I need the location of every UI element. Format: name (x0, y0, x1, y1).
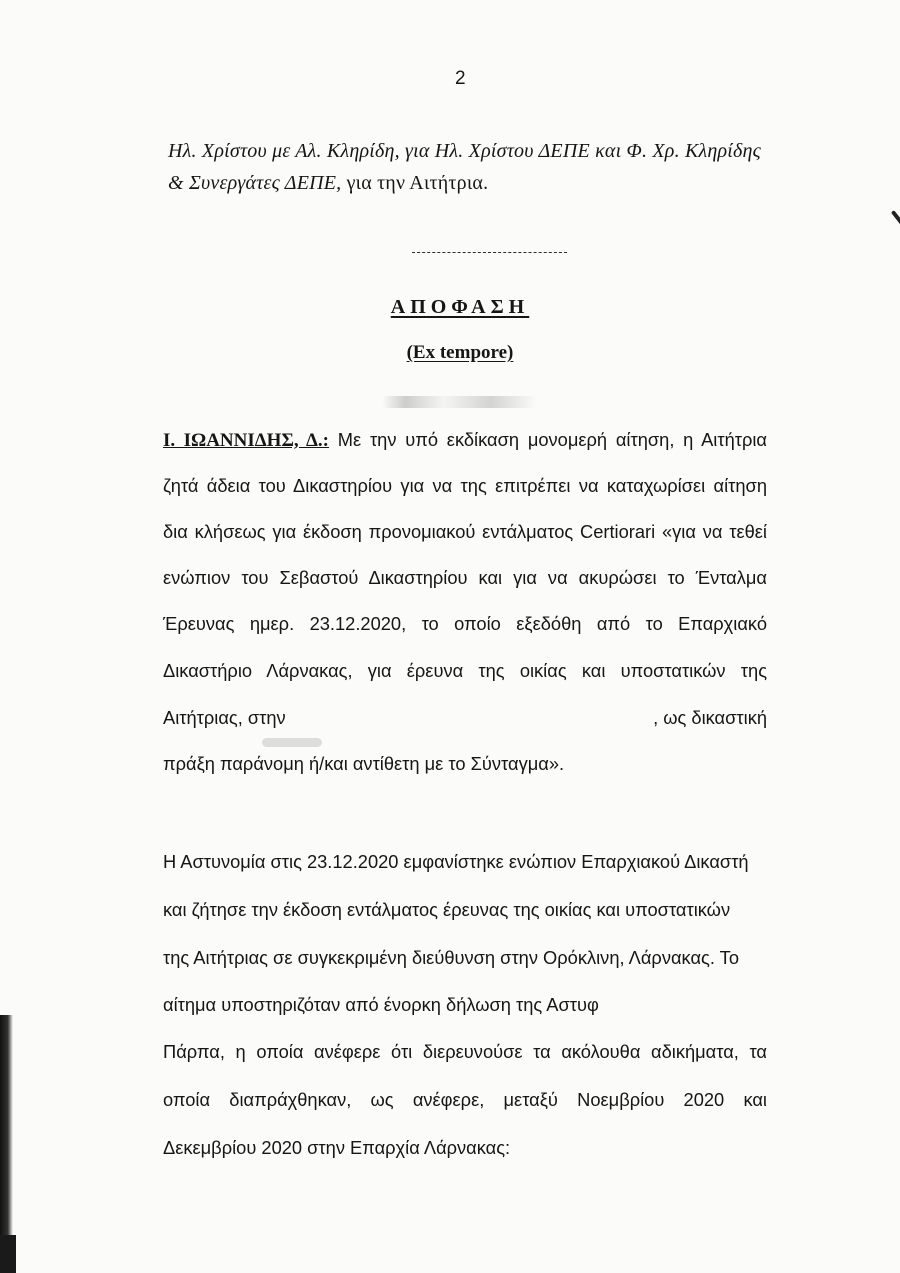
paragraph1-line-2: ζητά άδεια του Δικαστηρίου για να της επιτρέπει να καταχωρίσει αίτηση (163, 475, 767, 496)
counsel-role: για την Αιτήτρια. (346, 172, 489, 194)
paragraph1-line-6: Δικαστήριο Λάρνακας, για έρευνα της οικίας και υποστατικών της (163, 660, 767, 681)
redaction-smudge-2 (262, 738, 322, 747)
counsel-line-2 (168, 172, 488, 195)
scan-artifact-mark (891, 210, 900, 276)
paragraph2-line-7: Δεκεμβρίου 2020 στην Επαρχία Λάρνακας: (163, 1137, 511, 1158)
paragraph1-line-7 (163, 703, 767, 733)
decision-title: ΑΠΟΦΑΣΗ (390, 296, 530, 318)
paragraph1-line-8: πράξη παράνομη ή/και αντίθετη με το Σύνταγμα». (163, 753, 565, 774)
separator-rule (412, 252, 567, 253)
paragraph2-line-1: Η Αστυνομία στις 23.12.2020 εμφανίστηκε ενώπιον Επαρχιακού Δικαστή (163, 851, 749, 872)
paragraph2-line-2: και ζήτησε την έκδοση εντάλματος έρευνας της οικίας και υποστατικών (163, 899, 731, 920)
paragraph2-line-5: Πάρπα, η οποία ανέφερε ότι διερευνούσε τα ακόλουθα αδικήματα, τα (163, 1041, 767, 1062)
decision-subtitle: (Ex tempore) (406, 342, 514, 363)
paragraph2-line-3: της Αιτήτριας σε συγκεκριμένη διεύθυνση στην Ορόκλινη, Λάρνακας. Το (163, 947, 739, 968)
judge-name: Ι. ΙΩΑΝΝΙΔΗΣ, Δ.: (163, 430, 330, 451)
paragraph1-text-1: Με την υπό εκδίκαση μονομερή αίτηση, η Αιτήτρια (337, 429, 767, 450)
paragraph2-line-6: οποία διαπράχθηκαν, ως ανέφερε, μεταξύ Νοεμβρίου 2020 και (163, 1089, 767, 1110)
paragraph1-line-5: Έρευνας ημερ. 23.12.2020, το οποίο εξεδόθη από το Επαρχιακό (163, 613, 767, 634)
paragraph1-line-1 (163, 425, 767, 455)
paragraph1-line-3: δια κλήσεως για έκδοση προνομιακού εντάλματος Certiorari «για να τεθεί (163, 521, 767, 542)
paragraph1-text-7a: Αιτήτριας, στην (163, 707, 286, 728)
scan-corner-edge (0, 1235, 16, 1273)
redaction-smudge (382, 396, 537, 408)
counsel-firm: & Συνεργάτες ΔΕΠΕ, (168, 172, 342, 194)
paragraph2-line-4: αίτημα υποστηριζόταν από ένορκη δήλωση της Αστυφ (163, 994, 599, 1015)
page-number: 2 (455, 68, 466, 89)
paragraph1-line-4: ενώπιον του Σεβαστού Δικαστηρίου και για να ακυρώσει το Ένταλμα (163, 567, 767, 588)
counsel-line-1: Ηλ. Χρίστου με Αλ. Κληρίδη, για Ηλ. Χρίστου ΔΕΠΕ και Φ. Χρ. Κληρίδης (168, 140, 761, 162)
paragraph1-text-7b: , ως δικαστική (653, 707, 767, 728)
